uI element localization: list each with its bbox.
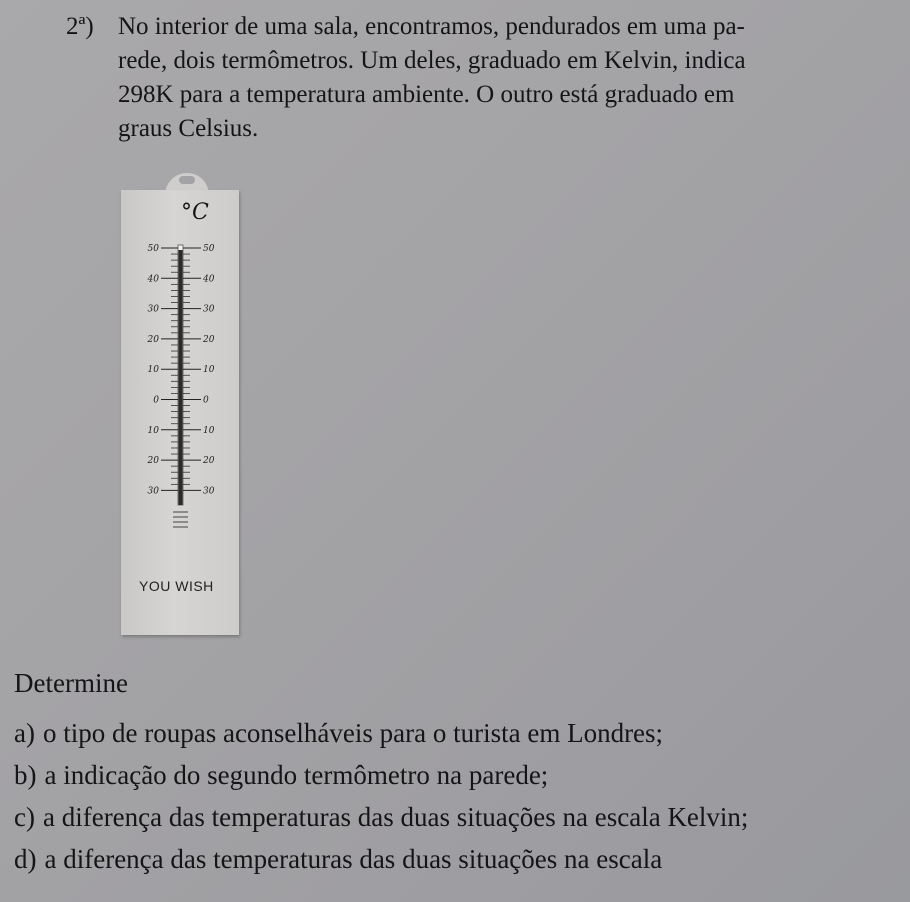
tick-label-right: 20 [203, 456, 215, 467]
question-number: 2ª) [66, 13, 94, 40]
thermometer-scale [121, 190, 239, 635]
tick-label-left: 50 [147, 244, 159, 254]
tick-label-right: 30 [203, 304, 215, 315]
problem-statement [66, 10, 890, 146]
item-text: a diferença das temperaturas das duas situações na escala [44, 844, 663, 874]
item-label: b) [14, 760, 37, 790]
item-label: c) [14, 802, 35, 832]
item-text: o tipo de roupas aconselháveis para o turista em Londres; [42, 718, 664, 748]
tick-label-right: 10 [203, 365, 215, 376]
thermometer-unit: °C [181, 200, 209, 225]
item-b [14, 754, 904, 796]
tick-label-left: 0 [153, 395, 159, 406]
thermometer-image [121, 190, 239, 635]
tick-label-left: 20 [147, 334, 159, 345]
item-c [14, 796, 904, 838]
item-label: a) [14, 718, 35, 748]
tick-label-right: 0 [203, 395, 209, 406]
item-a [14, 712, 904, 754]
question-items [14, 712, 904, 880]
tick-label-right: 10 [203, 425, 215, 436]
tick-label-right: 20 [203, 334, 215, 345]
problem-line: No interior de uma sala, encontramos, pendurados em uma pa- [118, 13, 745, 40]
item-label: d) [14, 844, 37, 874]
tick-label-left: 30 [147, 486, 159, 497]
problem-line: graus Celsius. [118, 115, 259, 142]
thermometer-brand: YOU WISH [139, 578, 214, 594]
tick-label-right: 50 [203, 244, 215, 254]
tick-label-left: 10 [147, 365, 159, 376]
tick-label-left: 10 [147, 425, 159, 436]
determine-heading: Determine [14, 668, 128, 698]
item-text: a diferença das temperaturas das duas situações na escala Kelvin; [42, 802, 749, 832]
item-text: a indicação do segundo termômetro na parede; [44, 760, 549, 790]
tick-label-right: 30 [203, 486, 215, 497]
problem-line: rede, dois termômetros. Um deles, graduado em Kelvin, indica [118, 47, 746, 74]
thermometer-column [179, 250, 183, 505]
tick-label-left: 40 [147, 274, 159, 285]
problem-line: 298K para a temperatura ambiente. O outro está graduado em [118, 81, 735, 108]
tick-label-left: 20 [147, 456, 159, 467]
problem-text [118, 10, 890, 146]
thermometer-hanger-hole [179, 176, 195, 184]
tick-label-left: 30 [147, 304, 159, 315]
item-d [14, 838, 904, 880]
tick-label-right: 40 [203, 274, 215, 285]
